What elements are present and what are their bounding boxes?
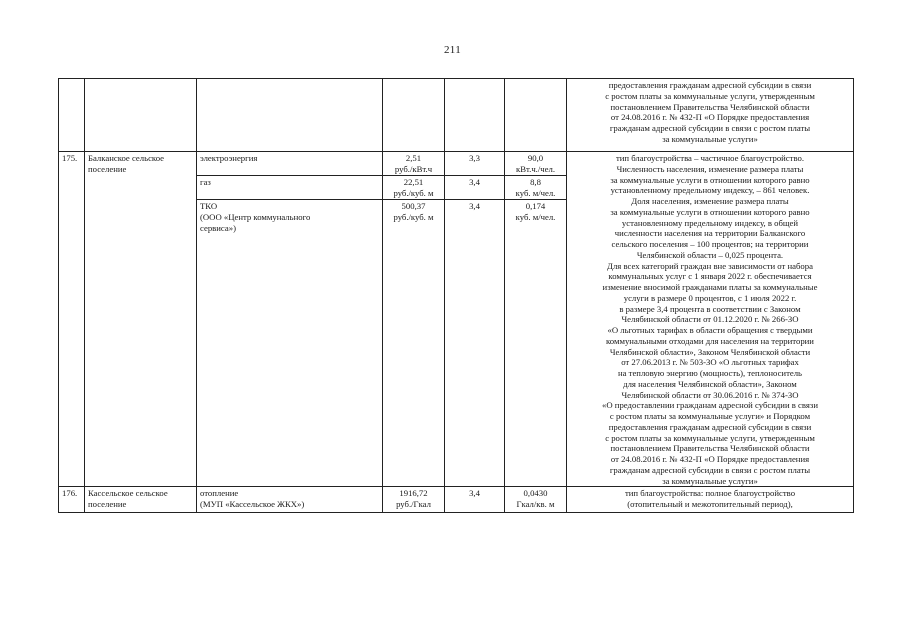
service-name	[197, 200, 383, 487]
description-line: для населения Челябинской области», Законом	[623, 378, 797, 389]
description-line: предоставления гражданам адресной субсидии в связи	[608, 80, 812, 90]
description-line: за коммунальные услуги в отношении которого равно	[610, 206, 810, 217]
norm-amount: 8,8	[530, 177, 541, 187]
tariff-amount: 500,37	[401, 201, 426, 211]
settlement-cell	[85, 79, 197, 152]
description-cell	[567, 487, 854, 513]
index-value: 3,4	[445, 487, 505, 513]
service-line: (ООО «Центр коммунального	[200, 211, 311, 222]
table-row	[59, 487, 854, 513]
row-number: 176.	[59, 487, 85, 513]
description-line: предоставления гражданам адресной субсидии в связи	[608, 421, 812, 432]
description-line: коммунальных услуг с 1 января 2022 г. обеспечивается	[608, 271, 812, 282]
description-cell	[567, 79, 854, 152]
tariff-cell	[383, 79, 445, 152]
service-line: ТКО	[200, 201, 218, 211]
tariff-amount: 1916,72	[399, 488, 428, 499]
description-line: установленному предельному индексу, – 861 человек.	[610, 185, 810, 196]
description-line: на тепловую энергию (мощность), теплоноситель	[617, 368, 803, 378]
service-name	[197, 487, 383, 513]
service-line: сервиса»)	[200, 222, 236, 233]
description-cell	[567, 152, 854, 487]
description-line: Челябинской области от 01.12.2020 г. № 266-ЗО	[621, 314, 799, 325]
row-number-cell	[59, 79, 85, 152]
norm-unit: кВт.ч./чел.	[515, 163, 556, 174]
description-line: от 27.06.2013 г. № 503-ЗО «О льготных тарифах	[621, 357, 799, 368]
index-value: 3,4	[445, 200, 505, 487]
description-line: в размере 3,4 процента в соответствии с Законом	[619, 303, 801, 314]
tariff-value	[383, 176, 445, 200]
table-row	[59, 152, 854, 176]
description-line: изменение вносимой гражданами платы за коммунальные	[602, 282, 818, 292]
norm-value	[505, 487, 567, 513]
service-line: газ	[200, 177, 211, 187]
tariff-unit: руб./Гкал	[396, 499, 431, 509]
description-line: коммунальными отходами для населения на территории	[606, 335, 814, 346]
description-line: за коммунальные услуги»	[662, 133, 758, 144]
norm-value	[505, 176, 567, 200]
tariff-unit: руб./куб. м	[393, 187, 434, 198]
tariff-table	[58, 78, 854, 513]
service-line: электроэнергия	[200, 153, 258, 163]
description-line: Численность населения, изменение размера платы	[616, 163, 804, 174]
settlement-line: Кассельское сельское	[88, 488, 168, 499]
description-line: услуги в размере 0 процентов, с 1 июля 2022 г.	[623, 292, 797, 303]
description-line: постановлением Правительства Челябинской области	[610, 443, 810, 454]
norm-amount: 0,174	[525, 201, 546, 211]
description-line: Для всех категорий граждан вне зависимости от набора	[607, 260, 813, 271]
description-line: (отопительный и межотопительный период),	[627, 499, 793, 509]
norm-cell	[505, 79, 567, 152]
description-line: за коммунальные услуги»	[662, 475, 758, 486]
description-line: с ростом платы за коммунальные услуги» и Порядком	[609, 411, 811, 421]
description-line: гражданам адресной субсидии в связи с ростом платы	[609, 464, 811, 475]
description-line: Челябинской области от 30.06.2016 г. № 374-ЗО	[621, 389, 799, 400]
tariff-unit: руб./куб. м	[393, 211, 434, 222]
description-line: с ростом платы за коммунальные услуги, утвержденным	[605, 432, 815, 443]
tariff-value	[383, 200, 445, 487]
continuation-row	[59, 79, 854, 152]
norm-amount: 0,0430	[523, 488, 548, 499]
settlement-line: поселение	[88, 499, 127, 509]
tariff-amount: 22,51	[403, 177, 424, 187]
index-value: 3,4	[445, 176, 505, 200]
service-line: отопление	[200, 488, 239, 499]
description-line: от 24.08.2016 г. № 432-П «О Порядке предоставления	[610, 112, 810, 123]
index-cell	[445, 79, 505, 152]
description-line: тип благоустройства – частичное благоустройство.	[615, 153, 805, 163]
description-line: за коммунальные услуги в отношении которого равно	[610, 174, 810, 185]
tariff-value	[383, 152, 445, 176]
tariff-value	[383, 487, 445, 513]
service-cell	[197, 79, 383, 152]
description-line: сельского поселения – 100 процентов; на территории	[611, 239, 809, 249]
settlement-name	[85, 487, 197, 513]
description-line: «О льготных тарифах в области обращения с твердыми	[607, 325, 813, 335]
description-line: Челябинской области – 0,025 процента.	[636, 249, 784, 260]
norm-amount: 90,0	[527, 153, 544, 163]
norm-value	[505, 200, 567, 487]
description-line: с ростом платы за коммунальные услуги, утвержденным	[605, 90, 815, 101]
settlement-name	[85, 152, 197, 487]
settlement-line: поселение	[88, 163, 127, 174]
norm-value	[505, 152, 567, 176]
description-line: численности населения на территории Балканского	[614, 228, 806, 239]
norm-unit: куб. м/чел.	[515, 187, 556, 198]
description-line: установленному предельному индексу, в общей	[621, 217, 799, 228]
norm-unit: Гкал/кв. м	[516, 499, 555, 509]
norm-unit: куб. м/чел.	[515, 211, 556, 222]
description-line: от 24.08.2016 г. № 432-П «О Порядке предоставления	[610, 454, 810, 464]
description-line: тип благоустройства: полное благоустройство	[624, 488, 796, 499]
description-line: гражданам адресной субсидии в связи с ростом платы	[609, 123, 811, 133]
service-name	[197, 152, 383, 176]
page-number: 211	[444, 44, 461, 56]
row-number: 175.	[59, 152, 85, 487]
description-line: Доля населения, изменение размера платы	[631, 196, 789, 206]
settlement-line: Балканское сельское	[88, 153, 165, 163]
index-value: 3,3	[445, 152, 505, 176]
service-name	[197, 176, 383, 200]
description-line: постановлением Правительства Челябинской области	[610, 101, 810, 112]
description-line: Челябинской области», Законом Челябинской области	[609, 346, 811, 357]
description-line: «О предоставлении гражданам адресной субсидии в связи	[602, 400, 818, 411]
tariff-unit: руб./кВт.ч	[394, 163, 433, 174]
service-line: (МУП «Кассельское ЖКХ»)	[200, 499, 305, 509]
tariff-amount: 2,51	[405, 153, 422, 163]
